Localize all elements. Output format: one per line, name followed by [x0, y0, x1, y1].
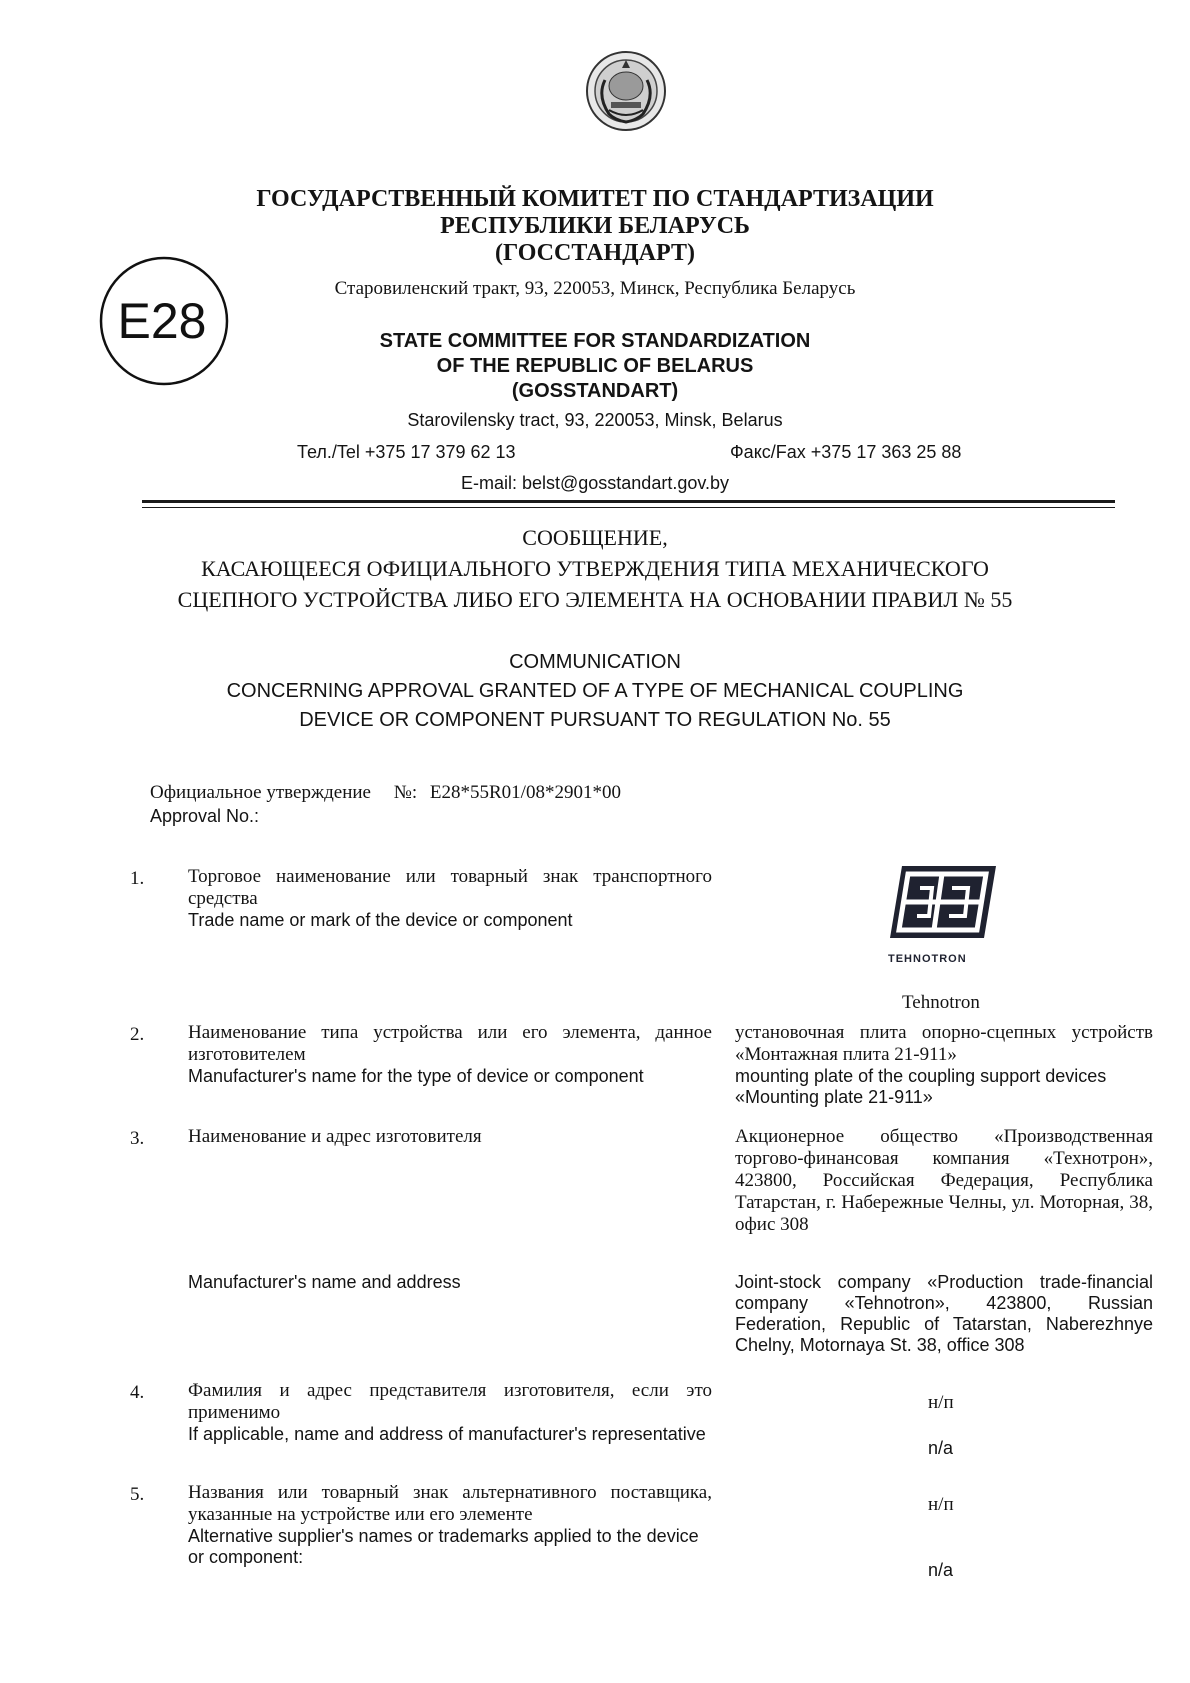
- item-4-number: 4.: [130, 1382, 145, 1403]
- title-ru: [0, 522, 1190, 615]
- org-name-ru: [0, 186, 1190, 267]
- header-divider-thin: [142, 507, 1115, 508]
- title-ru-line-1: СООБЩЕНИЕ,: [522, 525, 668, 550]
- item-1-label-en: Trade name or mark of the device or component: [188, 910, 573, 930]
- org-name-en-line-1: STATE COMMITTEE FOR STANDARDIZATION: [379, 330, 811, 352]
- approval-label-en: Approval No.:: [150, 806, 260, 826]
- tehnotron-logo-icon: [888, 862, 998, 946]
- item-1-number: 1.: [130, 868, 145, 889]
- email: E-mail: belst@gosstandart.gov.by: [460, 473, 730, 493]
- address-ru: Старовиленский тракт, 93, 220053, Минск, Республика Беларусь: [334, 278, 856, 299]
- tehnotron-logo-text: TEHNOTRON: [888, 953, 967, 965]
- approval-number: E28*55R01/08*2901*00: [429, 782, 621, 803]
- tehnotron-logo: [888, 862, 1008, 965]
- title-en-line-3: DEVICE OR COMPONENT PURSUANT TO REGULATION No. 55: [299, 709, 891, 731]
- item-2-value-ru: установочная плита опорно-сцепных устройств «Монтажная плита 21-911»: [735, 1022, 1153, 1065]
- title-ru-line-3: СЦЕПНОГО УСТРОЙСТВА ЛИБО ЕГО ЭЛЕМЕНТА НА ОСНОВАНИИ ПРАВИЛ № 55: [177, 587, 1013, 612]
- item-4-value-en: n/a: [928, 1438, 954, 1458]
- item-5-label: [188, 1482, 712, 1568]
- item-2-label: [188, 1022, 712, 1087]
- header-divider-thick: [142, 500, 1115, 503]
- org-name-ru-line-3: (ГОССТАНДАРТ): [495, 240, 695, 266]
- org-name-en-line-3: (GOSSTANDART): [511, 380, 679, 402]
- e28-mark-text: E28: [117, 293, 207, 349]
- item-5-number: 5.: [130, 1484, 145, 1505]
- state-emblem-icon: [585, 50, 667, 132]
- item-4-label: [188, 1380, 712, 1445]
- title-ru-line-2: КАСАЮЩЕЕСЯ ОФИЦИАЛЬНОГО УТВЕРЖДЕНИЯ ТИПА МЕХАНИЧЕСКОГО: [201, 556, 989, 581]
- title-en-line-2: CONCERNING APPROVAL GRANTED OF A TYPE OF MECHANICAL COUPLING: [226, 680, 964, 702]
- telephone: Тел./Tel +375 17 379 62 13: [297, 442, 516, 462]
- approval-label-ru-text: Официальное утверждение: [150, 782, 371, 803]
- fax: Факс/Fax +375 17 363 25 88: [730, 442, 962, 462]
- item-2-label-ru: Наименование типа устройства или его элемента, данное изготовителем: [188, 1022, 712, 1065]
- address-en: Starovilensky tract, 93, 220053, Minsk, Belarus: [407, 410, 783, 430]
- item-2-value-en: mounting plate of the coupling support devices «Mounting plate 21-911»: [735, 1066, 1107, 1107]
- item-5-label-en: Alternative supplier's names or trademarks applied to the device or component:: [188, 1526, 699, 1567]
- item-5-value-ru: н/п: [928, 1494, 954, 1515]
- item-3-value-en: Joint-stock company «Production trade-financial company «Tehnotron», 423800, Russian Federation, Republic of Tatarstan, Naberezhnye Chelny, Motornaya St. 38, office 308: [735, 1272, 1153, 1355]
- item-4-value-ru: н/п: [928, 1392, 954, 1413]
- item-5-label-ru: Названия или товарный знак альтернативного поставщика, указанные на устройстве или его элементе: [188, 1482, 712, 1525]
- item-3-label-en: Manufacturer's name and address: [188, 1272, 461, 1292]
- title-en: [0, 648, 1190, 735]
- approval-label-ru: [150, 782, 621, 804]
- item-1-label: [188, 866, 712, 931]
- item-4-label-ru: Фамилия и адрес представителя изготовителя, если это применимо: [188, 1380, 712, 1423]
- item-1-label-ru: Торговое наименование или товарный знак транспортного средства: [188, 866, 712, 909]
- item-3-label-ru: Наименование и адрес изготовителя: [188, 1126, 482, 1147]
- org-name-ru-line-2: РЕСПУБЛИКИ БЕЛАРУСЬ: [440, 213, 750, 239]
- item-2-value: [735, 1022, 1153, 1108]
- item-3-value-ru: Акционерное общество «Производственная торгово-финансовая компания «Технотрон», 423800, Российская Федерация, Республика Татарстан, г. Набережные Челны, ул. Моторная, 38, офис 308: [735, 1126, 1153, 1235]
- approval-number-sign: №:: [393, 782, 418, 803]
- org-name-en-line-2: OF THE REPUBLIC OF BELARUS: [436, 355, 754, 377]
- item-2-number: 2.: [130, 1024, 145, 1045]
- item-5-value-en: n/a: [928, 1560, 954, 1580]
- item-2-label-en: Manufacturer's name for the type of device or component: [188, 1066, 644, 1086]
- org-name-en: [0, 329, 1190, 404]
- item-4-label-en: If applicable, name and address of manufacturer's representative: [188, 1424, 706, 1444]
- org-name-ru-line-1: ГОСУДАРСТВЕННЫЙ КОМИТЕТ ПО СТАНДАРТИЗАЦИИ: [256, 186, 934, 212]
- item-3-number: 3.: [130, 1128, 145, 1149]
- item-1-value: Tehnotron: [902, 992, 980, 1013]
- title-en-line-1: COMMUNICATION: [509, 651, 681, 673]
